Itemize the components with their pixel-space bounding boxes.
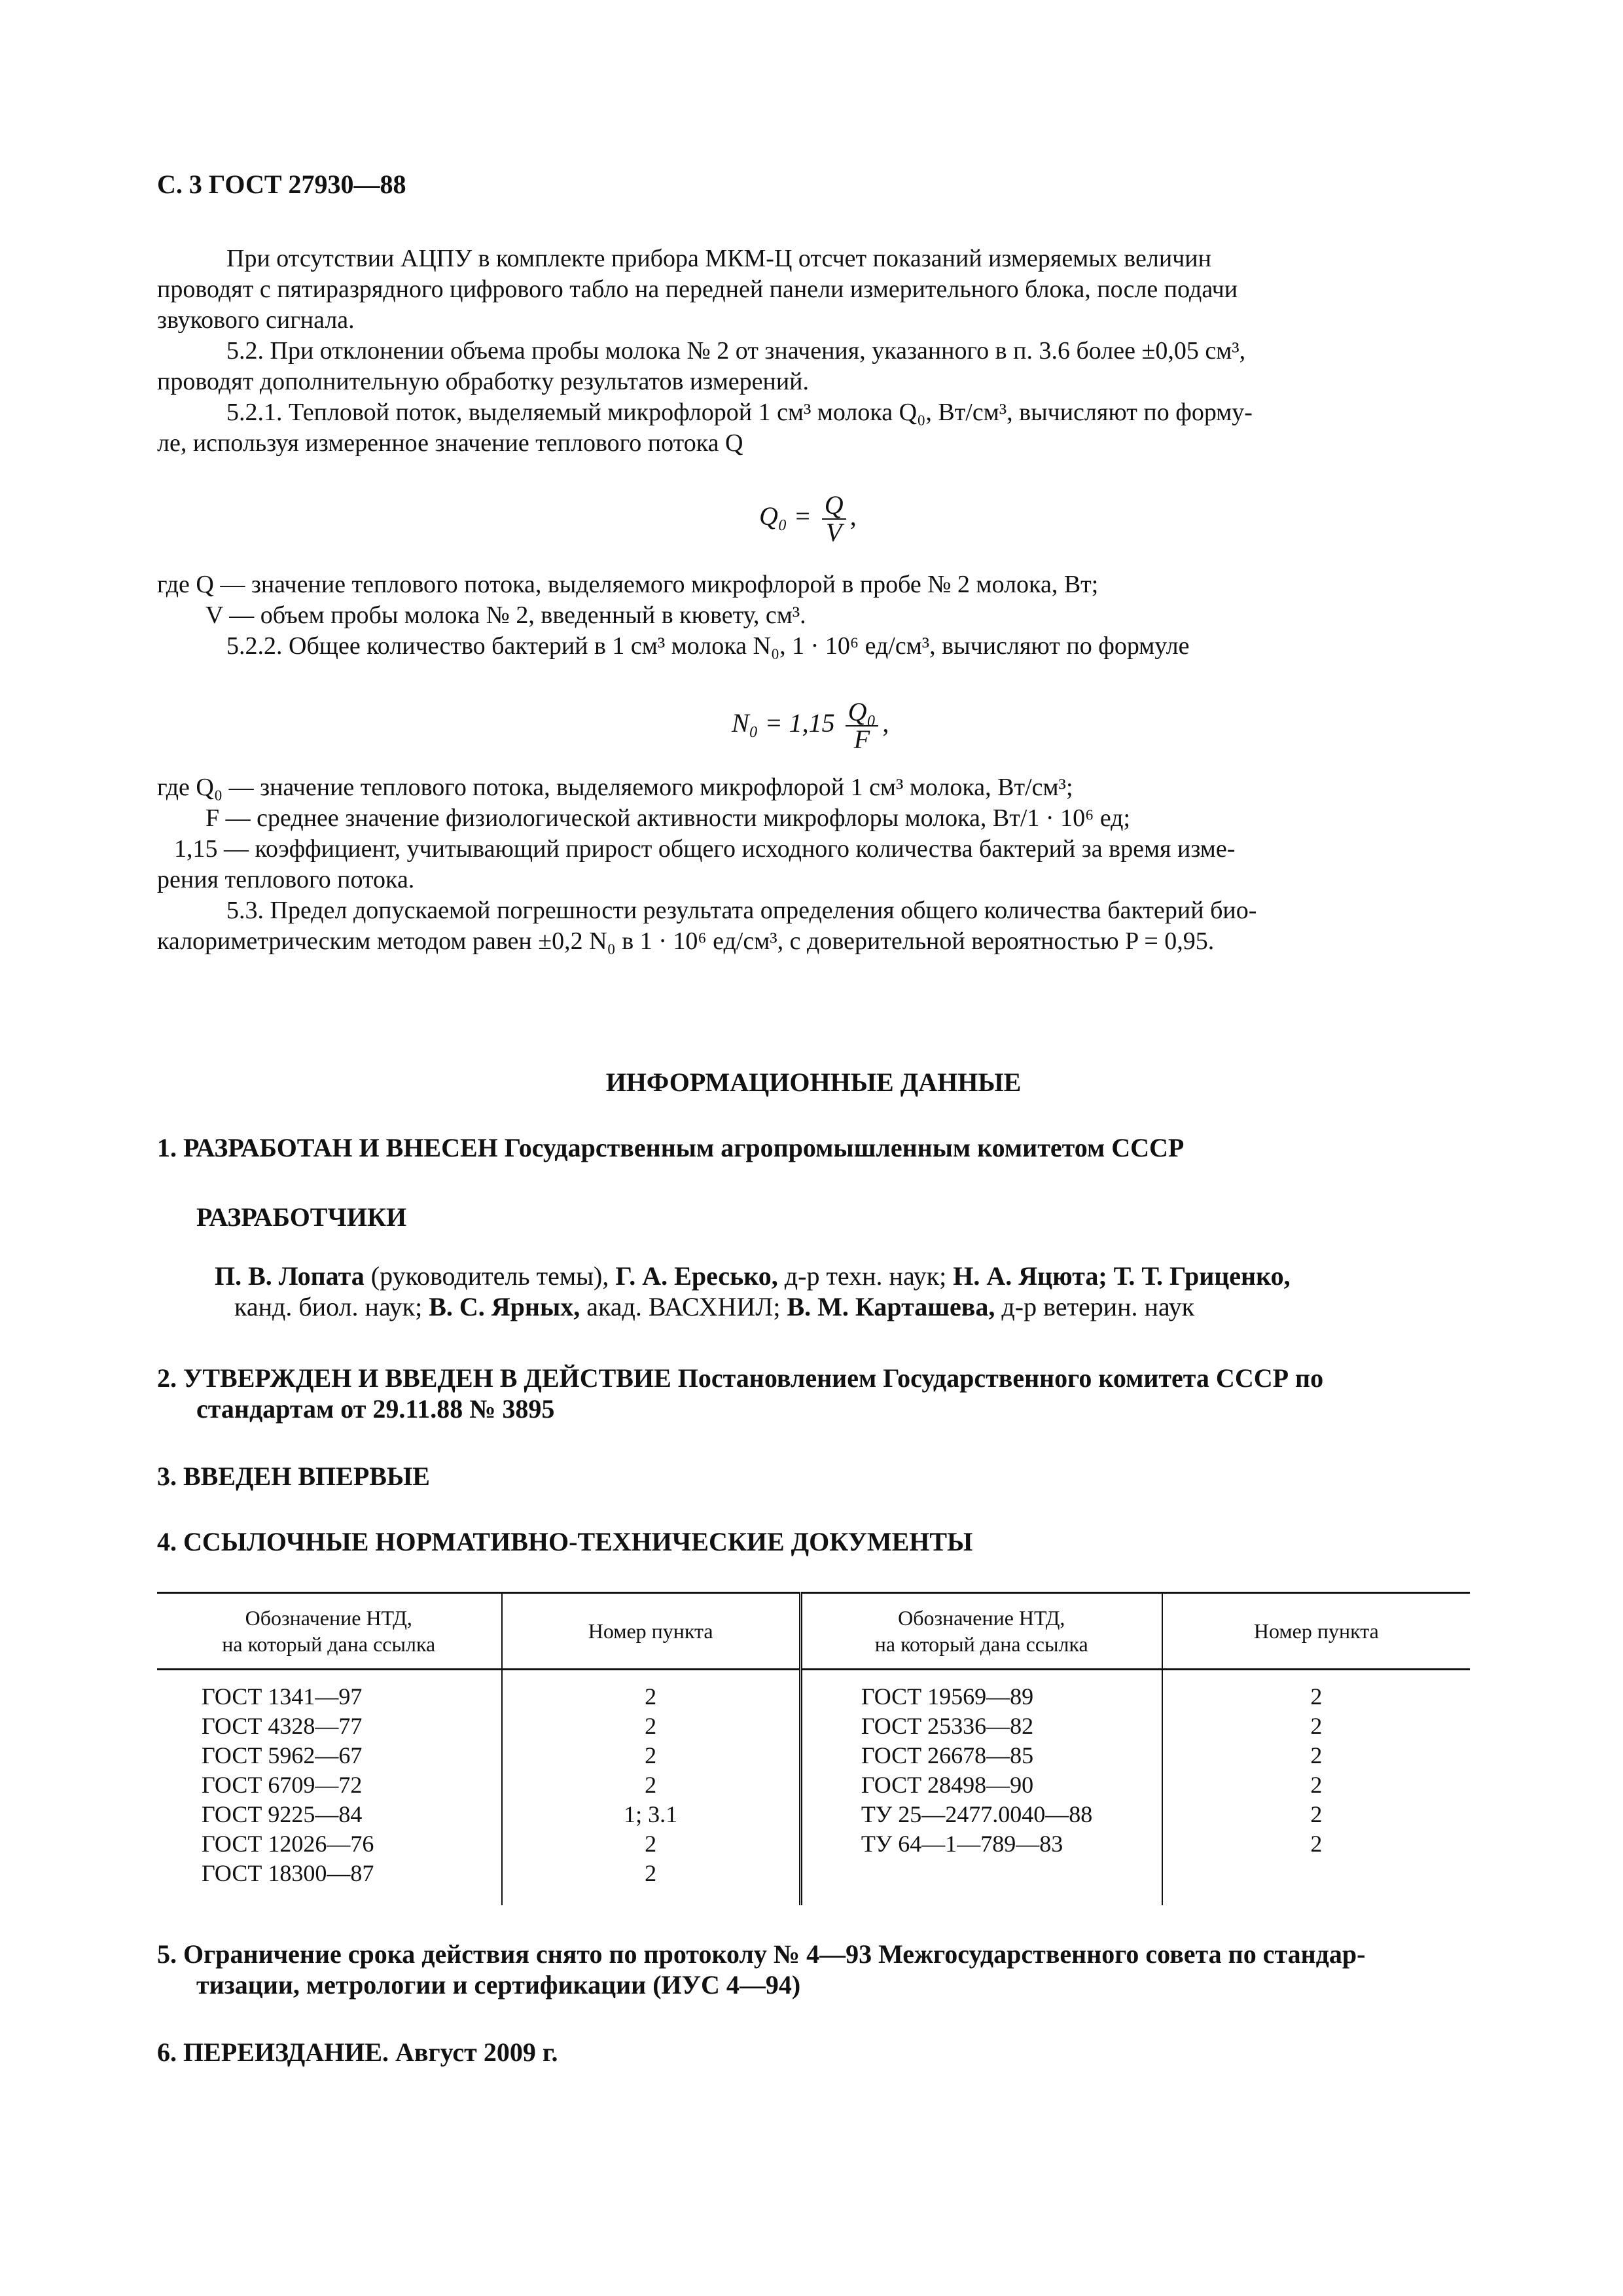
doc-ref: ГОСТ 18300—87	[202, 1860, 374, 1886]
left-items-cell	[502, 1670, 801, 1906]
developers-heading: РАЗРАБОТЧИКИ	[196, 1202, 407, 1232]
developer-name: П. В. Лопата	[215, 1261, 365, 1291]
developer-role: д-р ветерин. наук	[995, 1292, 1195, 1321]
paragraph-line: ле, используя измеренное значение теплового потока Q	[157, 429, 743, 457]
developers-list	[215, 1261, 1470, 1322]
item-number: 2	[645, 1772, 657, 1798]
developer-name: Н. А. Яцюта; Т. Т. Гриценко,	[953, 1261, 1291, 1291]
doc-ref: ГОСТ 25336—82	[861, 1713, 1034, 1739]
paragraph-line: проводят с пятиразрядного цифрового табло на передней панели измерительного блока, после подачи	[157, 276, 1238, 303]
right-items-cell	[1162, 1670, 1470, 1906]
doc-ref: ГОСТ 6709—72	[202, 1772, 363, 1798]
paragraph-line: 5.2.2. Общее количество бактерий в 1 см³ молока N₀, 1 · 10⁶ ед/см³, вычисляют по формуле	[226, 632, 1190, 660]
formula-q0	[759, 492, 857, 546]
item-number: 2	[645, 1683, 657, 1710]
developer-name: В. С. Ярных,	[429, 1292, 580, 1321]
developers-line	[215, 1261, 1470, 1291]
intro-section	[157, 243, 1470, 459]
paragraph-line: При отсутствии АЦПУ в комплекте прибора МКМ-Ц отсчет показаний измеряемых величин	[226, 245, 1211, 272]
paragraph-line: 5.2. При отклонении объема пробы молока № 2 от значения, указанного в п. 3.6 более ±0,05 см³,	[226, 337, 1246, 365]
info-title: ИНФОРМАЦИОННЫЕ ДАННЫЕ	[605, 1067, 1022, 1097]
info-item-line: 2. УТВЕРЖДЕН И ВВЕДЕН В ДЕЙСТВИЕ Постановлением Государственного комитета СССР по	[157, 1363, 1324, 1393]
legend-line: 1,15 — коэффициент, учитывающий прирост общего исходного количества бактерий за время изме-	[174, 835, 1236, 863]
developer-role: канд. биол. наук;	[234, 1292, 429, 1321]
legend-line: F — среднее значение физиологической активности микрофлоры молока, Вт/1 · 10⁶ ед;	[205, 804, 1131, 832]
developer-name: В. М. Карташева,	[787, 1292, 995, 1321]
developer-name: Г. А. Ересько,	[615, 1261, 778, 1291]
info-item-6: 6. ПЕРЕИЗДАНИЕ. Август 2009 г.	[157, 2037, 558, 2067]
paragraph-line: проводят дополнительную обработку результатов измерений.	[157, 368, 810, 395]
formula-n0	[732, 699, 889, 753]
paragraph-line: звукового сигнала.	[157, 306, 355, 334]
doc-ref: ГОСТ 28498—90	[861, 1772, 1034, 1798]
formula-lhs: Q₀ =	[759, 501, 812, 531]
fraction	[846, 699, 879, 753]
legend-line: где Q — значение теплового потока, выделяемого микрофлорой в пробе № 2 молока, Вт;	[157, 571, 1099, 598]
item-number: 2	[645, 1742, 657, 1768]
info-item-line: 5. Ограничение срока действия снято по протоколу № 4—93 Межгосударственного совета по стандар-	[157, 1939, 1366, 1969]
column-header-item: Номер пункта	[1162, 1593, 1470, 1670]
item-number: 2	[1310, 1713, 1323, 1739]
fraction-denominator: V	[826, 518, 842, 547]
references-table	[157, 1592, 1470, 1905]
item-number: 2	[1310, 1742, 1323, 1768]
fraction-numerator: Q	[822, 492, 846, 520]
item-number: 2	[645, 1713, 657, 1739]
item-number: 2	[1310, 1772, 1323, 1798]
formula-end: ,	[882, 708, 889, 738]
paragraph-line: 5.3. Предел допускаемой погрешности результата определения общего количества бактерий био-	[226, 897, 1257, 924]
column-header-item: Номер пункта	[502, 1593, 801, 1670]
legend-line: где Q₀ — значение теплового потока, выделяемого микрофлорой 1 см³ молока, Вт/см³;	[157, 774, 1073, 801]
developer-role: (руководитель темы),	[364, 1261, 616, 1291]
fraction-numerator: Q₀	[846, 699, 879, 726]
doc-ref: ТУ 25—2477.0040—88	[861, 1801, 1093, 1827]
doc-ref: ГОСТ 12026—76	[202, 1831, 374, 1857]
column-header-doc: Обозначение НТД, на который дана ссылка	[800, 1593, 1162, 1670]
info-item-line: тизации, метрологии и сертификации (ИУС 4—94)	[196, 1970, 801, 2000]
page-header: С. 3 ГОСТ 27930—88	[157, 170, 406, 199]
doc-ref: ГОСТ 4328—77	[202, 1713, 363, 1739]
item-number: 1; 3.1	[624, 1801, 678, 1827]
item-number: 2	[645, 1860, 657, 1886]
item-number: 2	[1310, 1801, 1323, 1827]
legend-line: рения теплового потока.	[157, 866, 415, 893]
developer-role: д-р техн. наук;	[777, 1261, 954, 1291]
formula-lhs: N₀ = 1,15	[732, 708, 835, 738]
info-item-1: 1. РАЗРАБОТАН И ВНЕСЕН Государственным агропромышленным комитетом СССР	[157, 1133, 1185, 1162]
item-number: 2	[1310, 1683, 1323, 1710]
doc-ref: ГОСТ 9225—84	[202, 1801, 363, 1827]
doc-ref: ТУ 64—1—789—83	[861, 1831, 1063, 1857]
developer-role: акад. ВАСХНИЛ;	[580, 1292, 787, 1321]
table-row	[157, 1670, 1470, 1906]
developers-line	[215, 1291, 1470, 1322]
left-docs-cell	[157, 1670, 502, 1906]
info-item-4: 4. ССЫЛОЧНЫЕ НОРМАТИВНО-ТЕХНИЧЕСКИЕ ДОКУМЕНТЫ	[157, 1527, 973, 1556]
doc-ref: ГОСТ 26678—85	[861, 1742, 1034, 1768]
info-item-line: стандартам от 29.11.88 № 3895	[196, 1394, 555, 1424]
formula2-legend	[157, 772, 1470, 957]
info-item-5	[157, 1939, 1365, 2000]
fraction	[822, 492, 846, 546]
paragraph-line: 5.2.1. Тепловой поток, выделяемый микрофлорой 1 см³ молока Q₀, Вт/см³, вычисляют по форму-	[226, 399, 1253, 426]
formula-end: ,	[849, 501, 857, 531]
formula1-legend	[157, 569, 1470, 662]
doc-ref: ГОСТ 5962—67	[202, 1742, 363, 1768]
column-header-doc: Обозначение НТД, на который дана ссылка	[157, 1593, 502, 1670]
item-number: 2	[1310, 1831, 1323, 1857]
item-number: 2	[645, 1831, 657, 1857]
info-item-2	[157, 1363, 1323, 1424]
right-docs-cell	[800, 1670, 1162, 1906]
doc-ref: ГОСТ 19569—89	[861, 1683, 1034, 1710]
table-header-row	[157, 1593, 1470, 1670]
legend-line: V — объем пробы молока № 2, введенный в кювету, см³.	[205, 601, 806, 629]
paragraph-line: калориметрическим методом равен ±0,2 N₀ в 1 · 10⁶ ед/см³, с доверительной вероятностью P = 0,95.	[157, 927, 1215, 955]
fraction-denominator: F	[853, 725, 870, 754]
info-item-3: 3. ВВЕДЕН ВПЕРВЫЕ	[157, 1462, 430, 1491]
doc-ref: ГОСТ 1341—97	[202, 1683, 363, 1710]
